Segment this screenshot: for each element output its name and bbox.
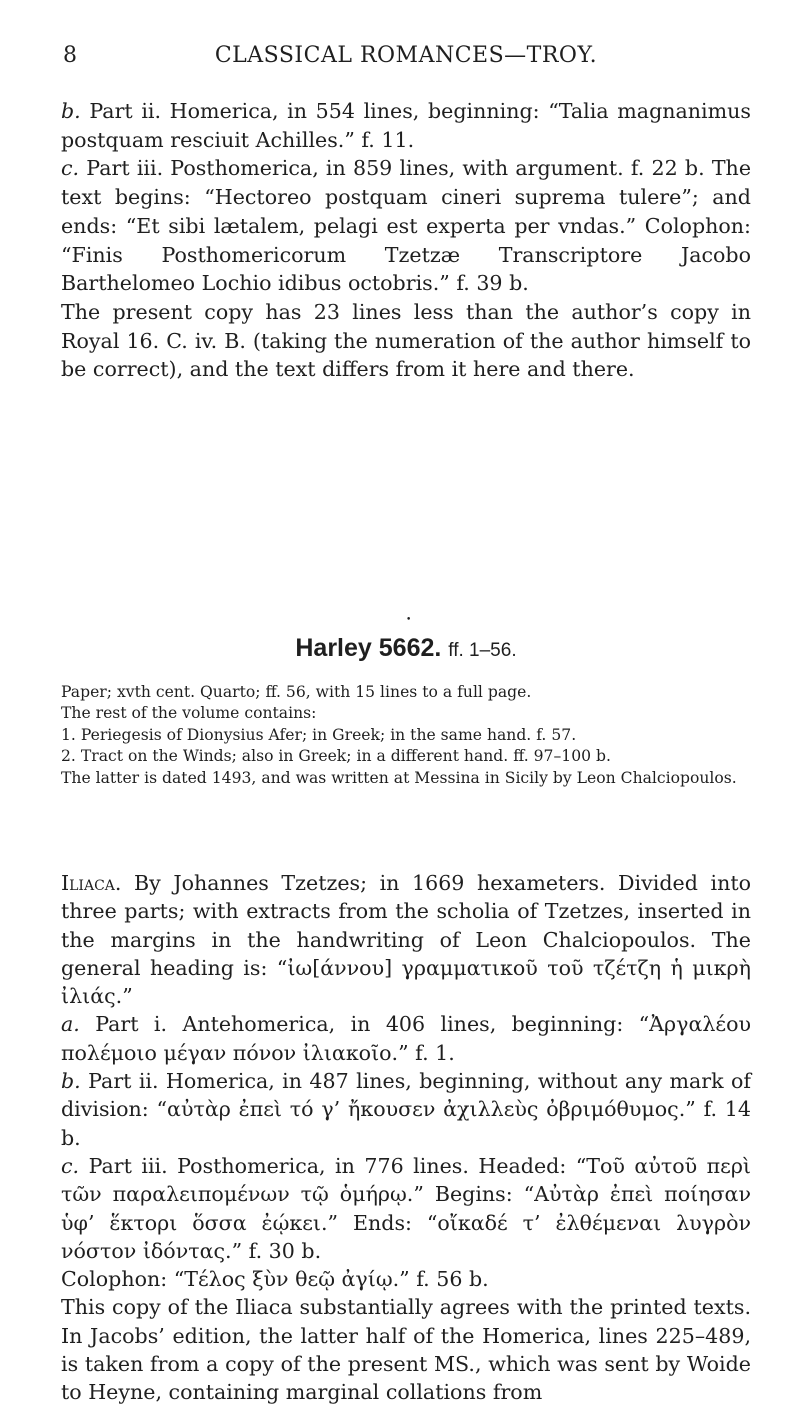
paragraph xyxy=(61,298,751,384)
paragraph xyxy=(61,1293,751,1406)
item-label: c. xyxy=(61,1153,80,1178)
iliaca-section xyxy=(61,869,751,1407)
manuscript-shelfmark: Harley 5662. xyxy=(295,634,442,662)
manuscript-description xyxy=(61,682,751,789)
item-label: b. xyxy=(61,1069,81,1094)
paragraph xyxy=(61,1067,751,1152)
manuscript-heading xyxy=(61,631,751,668)
item-text: The present copy has 23 lines less than the author’s copy in Royal 16. C. iv. B. (taking the numeration of the author himself to be correct), and the text differs from it here and there. xyxy=(61,299,751,382)
description-line: 1. Periegesis of Dionysius Afer; in Greek; in the same hand. f. 57. xyxy=(61,725,577,744)
description-line: The latter is dated 1493, and was written at Messina in Sicily by Leon Chalciopoulos. xyxy=(61,768,737,787)
item-text: Part ii. Homerica, in 554 lines, beginning: “Talia magnanimus postquam resciuit Achilles.” f. 11. xyxy=(61,99,751,152)
item-label: a. xyxy=(61,1012,80,1037)
paragraph xyxy=(61,154,751,298)
item-text: Part iii. Posthomerica, in 859 lines, with argument. f. 22 b. The text begins: “Hectoreo postquam cineri suprema tulere”; and ends: “Et sibi lætalem, pelagi est experta per vndas.” Colophon: “Finis Posthomericorum Tzetzæ Transcriptore Jacobo Barthelomeo Lochio idibus octobris.” f. 39 b. xyxy=(61,156,751,296)
description-line: Paper; xvth cent. Quarto; ff. 56, with 15 lines to a full page. xyxy=(61,683,532,701)
description-line: 2. Tract on the Winds; also in Greek; in a different hand. ff. 97–100 b. xyxy=(61,747,611,766)
item-text: This copy of the Iliaca substantially agrees with the printed texts. In Jacobs’ edition, the latter half of the Homerica, lines 225–489, is taken from a copy of the present MS., which was sent by Woide to Heyne, containing marginal collations from xyxy=(61,1295,751,1405)
item-label: b. xyxy=(61,99,81,123)
page-number: 8 xyxy=(63,43,77,68)
paragraph xyxy=(61,97,751,154)
continuation-section xyxy=(61,97,751,384)
item-text: Part i. Antehomerica, in 406 lines, beginning: “Ἀργαλέου πολέμοιο μέγαν πόνον ἰλιακοῖο.” f. 1. xyxy=(61,1012,751,1065)
page-header xyxy=(61,40,751,72)
paragraph xyxy=(61,1152,751,1265)
manuscript-folios: ff. 1–56. xyxy=(448,640,517,661)
paragraph xyxy=(61,1265,751,1293)
paragraph xyxy=(61,1010,751,1067)
item-text: By Johannes Tzetzes; in 1669 hexameters. Divided into three parts; with extracts from the scholia of Tzetzes, inserted in the margins in the handwriting of Leon Chalciopoulos. The general heading is: “ἰω[άννου] γραμματικοῦ τοῦ τζέτζη ἡ μικρὴ ἰλιάς.” xyxy=(61,871,752,1009)
description-line: The rest of the volume contains: xyxy=(61,704,317,723)
item-label: Iliaca. xyxy=(61,871,122,895)
paragraph xyxy=(61,869,751,1010)
ornament-dot: • xyxy=(406,615,412,625)
running-title: CLASSICAL ROMANCES—TROY. xyxy=(214,43,598,68)
item-label: c. xyxy=(61,156,80,181)
item-text: Part ii. Homerica, in 487 lines, beginning, without any mark of division: “αὐτὰρ ἐπεὶ τό γ’ ἤκουσεν ἀχιλλεὺς ὀβριμόθυμος.” f. 14 b. xyxy=(61,1069,752,1150)
item-text: Part iii. Posthomerica, in 776 lines. Headed: “Τοῦ αὐτοῦ περὶ τῶν παραλειπομένων τῷ ὁμήρῳ.” Begins: “Αὐτὰρ ἐπεὶ ποίησαν ὑφ’ ἕκτορι ὅσσα ἐῴκει.” Ends: “οἴκαδέ τ’ ἐλθέμεναι λυγρὸν νόστον ἰδόντας.” f. 30 b. xyxy=(61,1153,752,1263)
item-text: Colophon: “Τέλος ξὺν θεῷ ἀγίῳ.” f. 56 b. xyxy=(61,1267,489,1292)
